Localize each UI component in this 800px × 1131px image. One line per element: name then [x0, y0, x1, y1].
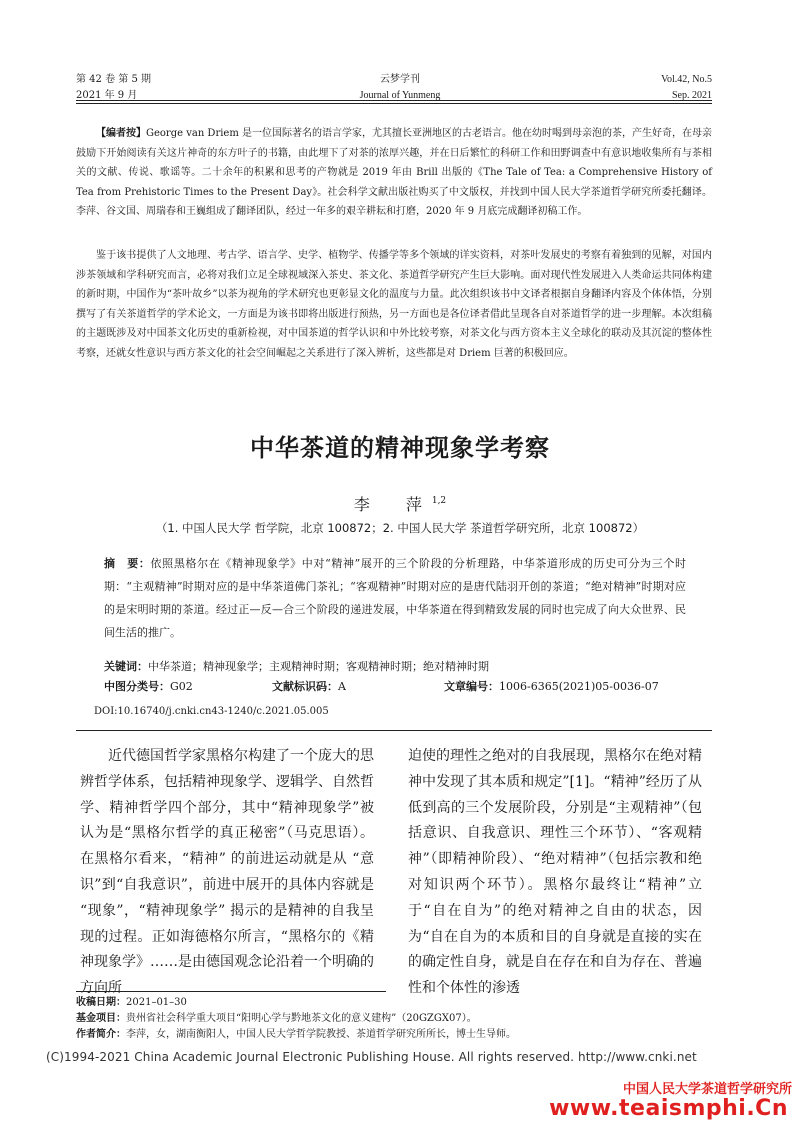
footnote-fund: [76, 1012, 477, 1026]
abstract-text: 依照黑格尔在《精神现象学》中对“精神”展开的三个阶段的分析理路，中华茶道形成的历史可分为三个时期：“主观精神”时期对应的是中华茶道佛门茶礼；“客观精神”时期对应的是唐代陆羽开创的茶道；“绝对精神”时期对应的是宋明时期的茶道。经过正—反—合三个阶段的递进发展，中华茶道在得到精致发展的同时也完成了向大众世界、民间生活的推广。: [104, 557, 687, 639]
doi: DOI:10.16740/j.cnki.cn43-1240/c.2021.05.005: [94, 706, 329, 717]
doc-code-label: 文献标识码：: [272, 680, 338, 693]
footnote-received: [76, 996, 187, 1010]
clc-value: G02: [170, 680, 193, 693]
abstract: [104, 552, 686, 644]
body-column-left: 近代德国哲学家黑格尔构建了一个庞大的思辨哲学体系，包括精神现象学、逻辑学、自然哲学、精神哲学四个部分，其中“精神现象学”被认为是“黑格尔哲学的真正秘密”（马克思语）。在黑格尔看来，“精神” 的前进运动就是从 “意识”到“自我意识”，前进中展开的具体内容就是 “现象”，“精神现象学” 揭示的是精神的自我呈现的过程。正如海德格尔所言，“黑格尔的《精神现象学》……是由德国观念论沿着一个明确的方向所: [80, 748, 374, 997]
header-volume: 第 42 卷 第 5 期: [76, 74, 151, 85]
received-date: 2021–01–30: [126, 997, 187, 1008]
editor-note-text-1: George van Driem 是一位国际著名的语言学家，尤其擅长亚洲地区的古老语言。他在幼时喝到母亲泡的茶，产生好奇，在母亲鼓励下开始阅读有关这片神奇的东方叶子的书籍，由此埋下了对茶的浓厚兴趣，并在日后繁忙的科研工作和田野调查中有意识地收集所有与茶相关的文献、传说、歌谣等。二十余年的积累和思考的产物就是 2019 年由 Brill 出版的《The Tale of Tea: a Comprehensive History of Tea from Prehistoric Times to the Present Day》。社会科学文献出版社购买了中文版权，并找到中国人民大学茶道哲学研究所委托翻译。李萍、谷文国、周瑞春和王巍组成了翻译团队，经过一年多的艰辛耕耘和打磨，2020 年 9 月底完成翻译初稿工作。: [76, 128, 713, 217]
watermark-institute: 中国人民大学茶道哲学研究所: [622, 1082, 792, 1097]
author-superscript: 1,2: [431, 496, 447, 506]
header-volume-en: Vol.42, No.5: [661, 74, 712, 85]
keywords-text: 中华茶道；精神现象学；主观精神时期；客观精神时期；绝对精神时期: [148, 660, 489, 673]
header-date: 2021 年 9 月: [76, 90, 138, 101]
author-line: [0, 492, 800, 515]
author-info-text: 李萍，女，湖南衡阳人，中国人民大学哲学院教授、茶道哲学研究所所长，博士生导师。: [126, 1029, 516, 1040]
editor-note-label: 【编者按】: [96, 128, 146, 139]
article-title: 中华茶道的精神现象学考察: [250, 434, 550, 462]
header-date-en: Sep. 2021: [672, 90, 712, 101]
article-number-value: 1006-6365(2021)05-0036-07: [499, 680, 659, 693]
clc-label: 中图分类号：: [104, 680, 170, 693]
watermark-url: www.teaismphi.Cn: [549, 1096, 788, 1121]
header-journal-en: Journal of Yunmeng: [359, 90, 441, 101]
abstract-label: 摘 要：: [104, 557, 151, 570]
article-number-label: 文章编号：: [444, 680, 499, 693]
author-info-label: 作者简介：: [76, 1029, 126, 1040]
body-column-right: 迫使的理性之绝对的自我展现，黑格尔在绝对精神中发现了其本质和规定”[1]。“精神”经历了从低到高的三个发展阶段，分别是“主观精神”（包括意识、自我意识、理性三个环节）、“客观精神”（即精神阶段）、“绝对精神”（包括宗教和绝对知识两个环节）。黑格尔最终让“精神”立于“自在自为”的绝对精神之自由的状态，因为“自在自为的本质和目的自身就是直接的实在的确定性自身，就是自在存在和自为存在、普遍性和个体性的渗透: [408, 748, 702, 997]
keywords-label: 关键词：: [104, 660, 148, 673]
header-rule-thin: [76, 103, 712, 104]
author-name: 李 萍: [353, 495, 432, 514]
clc-number: [104, 678, 193, 696]
fund-text: 贵州省社会科学重大项目“阳明心学与黔地茶文化的意义建构”（20GZGX07）。: [126, 1013, 477, 1024]
header-rule: [76, 100, 712, 101]
doc-code-value: A: [338, 680, 346, 693]
section-rule: [76, 730, 712, 731]
received-label: 收稿日期：: [76, 997, 126, 1008]
affiliation: （1. 中国人民大学 哲学院，北京 100872；2. 中国人民大学 茶道哲学研究所，北京 100872）: [155, 521, 645, 535]
article-number: [444, 678, 659, 696]
header-journal-cn: 云梦学刊: [380, 74, 420, 85]
footnote-author: [76, 1028, 516, 1042]
copyright-line: (C)1994-2021 China Academic Journal Electronic Publishing House. All rights reserved. http://www.cnki.net: [46, 1050, 697, 1064]
document-code: [272, 678, 346, 696]
keywords: [104, 658, 489, 676]
editor-note-p1: [76, 124, 712, 222]
fund-label: 基金项目：: [76, 1013, 126, 1024]
footnote-rule: [76, 991, 386, 992]
editor-note-p2: 鉴于该书提供了人文地理、考古学、语言学、史学、植物学、传播学等多个领域的详实资料，对茶叶发展史的考察有着独到的见解，对国内涉茶领域和学科研究而言，必将对我们立足全球视域深入茶史、茶文化、茶道哲学研究产生巨大影响。面对现代性发展进入人类命运共同体构建的新时期，中国作为“茶叶故乡”以茶为视角的学术研究也更彰显文化的温度与力量。此次组织该书中文译者根据自身翻译内容及个体体悟，分别撰写了有关茶道哲学的学术论文，一方面是为该书即将出版进行预热，另一方面也是各位译者借此呈现各自对茶道哲学的进一步理解。本次组稿的主题既涉及对中国茶文化历史的重新检视，对中国茶道的哲学认识和中外比较考察，对茶文化与西方资本主义全球化的联动及其沉淀的整体性考察，还就女性意识与西方茶文化的社会空间崛起之关系进行了深入辨析，这些都是对 Driem 巨著的积极回应。: [76, 250, 712, 359]
